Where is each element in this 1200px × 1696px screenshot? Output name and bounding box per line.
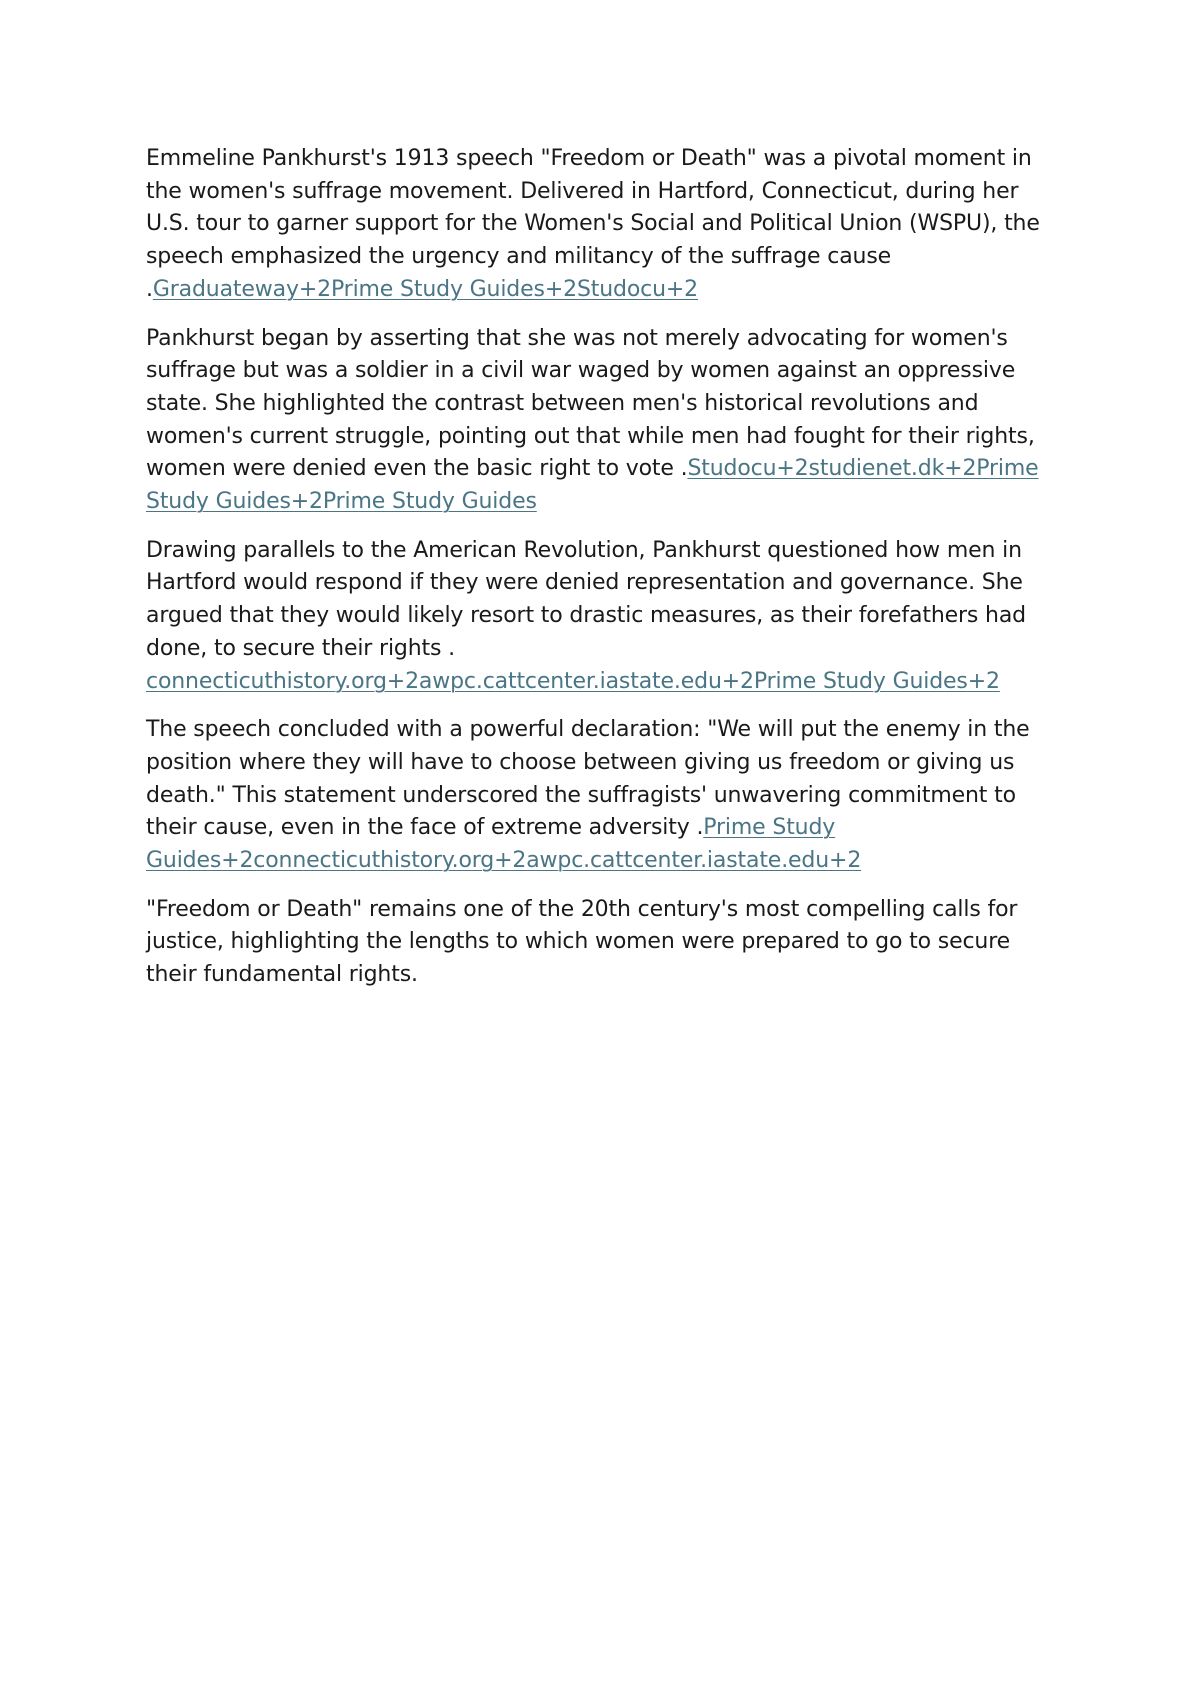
paragraph-soldier xyxy=(146,323,1066,519)
paragraph-text: Emmeline Pankhurst's 1913 speech "Freedom or Death" was a pivotal moment in the women's suffrage movement. Delivered in Hartford, Connecticut, during her U.S. tour to garner support for the Women's Social and Political Union (WSPU), the speech emphasized the urgency and militancy of the suffrage cause . xyxy=(146,146,1040,302)
paragraph-text: The speech concluded with a powerful declaration: "We will put the enemy in the position where they will have to choose between giving us freedom or giving us death." This statement underscored the suffragists' unwavering commitment to their cause, even in the face of extreme adversity . xyxy=(146,717,1030,841)
paragraph-intro xyxy=(146,143,1066,307)
paragraph-text: "Freedom or Death" remains one of the 20th century's most compelling calls for justice, highlighting the lengths to which women were prepared to go to secure their fundamental rights. xyxy=(146,896,1018,988)
source-link[interactable]: Studocu+2studienet.dk+2Prime Study Guides+2Prime Study Guides xyxy=(146,456,1039,515)
paragraph-text: Drawing parallels to the American Revolution, Pankhurst questioned how men in Hartford would respond if they were denied representation and governance. She argued that they would likely resort to drastic measures, as their forefathers had done, to secure their rights . xyxy=(146,537,1026,661)
paragraph-text: Pankhurst began by asserting that she was not merely advocating for women's suffrage but was a soldier in a civil war waged by women against an oppressive state. She highlighted the contrast between men's historical revolutions and women's current struggle, pointing out that while men had fought for their rights, women were denied even the basic right to vote . xyxy=(146,325,1035,482)
paragraph-american-revolution xyxy=(146,535,1066,699)
source-link[interactable]: Prime Study Guides+2connecticuthistory.org+2awpc.cattcenter.iastate.edu+2 xyxy=(146,815,862,874)
source-link[interactable]: connecticuthistory.org+2awpc.cattcenter.iastate.edu+2Prime Study Guides+2 xyxy=(146,668,1000,694)
paragraph-conclusion xyxy=(146,894,1066,992)
paragraph-declaration xyxy=(146,714,1066,878)
source-link[interactable]: Graduateway+2Prime Study Guides+2Studocu+2 xyxy=(152,276,699,302)
document-body xyxy=(146,143,1066,1008)
